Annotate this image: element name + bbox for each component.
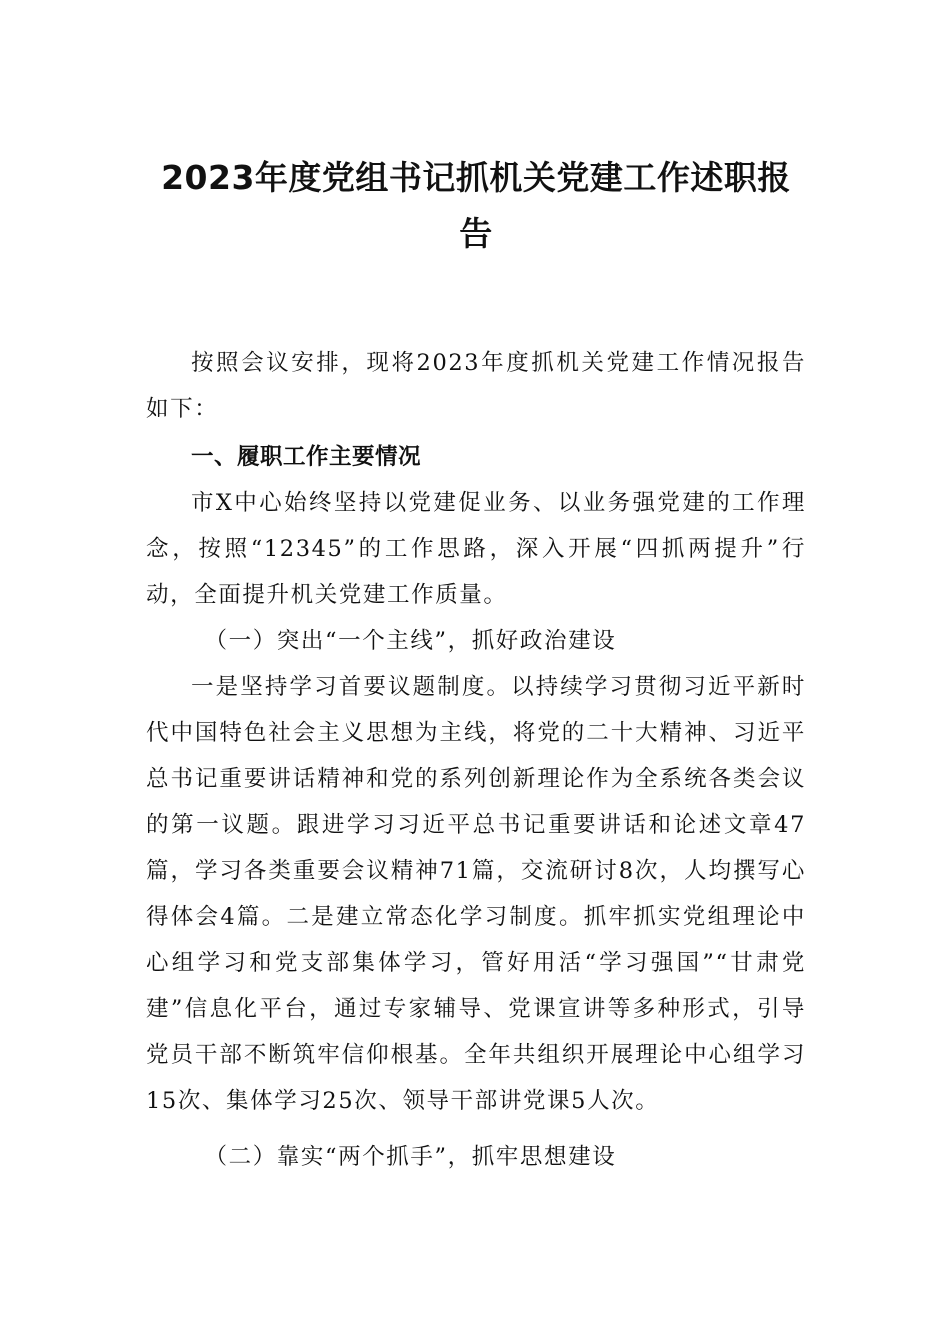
study-paragraph: 一是坚持学习首要议题制度。以持续学习贯彻习近平新时代中国特色社会主义思想为主线，将党的二十大精神、习近平总书记重要讲话精神和党的系列创新理论作为全系统各类会议的第一议题。跟进学习习近平总书记重要讲话和论述文章47篇，学习各类重要会议精神71篇，交流研讨8次，人均撰写心得体会4篇。二是建立常态化学习制度。抓牢抓实党组理论中心组学习和党支部集体学习，管好用活“学习强国”“甘肃党建”信息化平台，通过专家辅导、党课宣讲等多种形式，引导党员干部不断筑牢信仰根基。全年共组织开展理论中心组学习15次、集体学习25次、领导干部讲党课5人次。 xyxy=(146,674,806,1114)
overview-paragraph: 市X中心始终坚持以党建促业务、以业务强党建的工作理念，按照“12345”的工作思路，深入开展“四抓两提升”行动，全面提升机关党建工作质量。 xyxy=(146,490,806,608)
section-heading: 一、履职工作主要情况 xyxy=(191,444,422,470)
document-body xyxy=(146,340,806,1180)
document-title: 2023年度党组书记抓机关党建工作述职报告 xyxy=(161,158,791,253)
intro-paragraph: 按照会议安排，现将2023年度抓机关党建工作情况报告如下： xyxy=(146,350,806,422)
subsection-heading-1: （一）突出“一个主线”，抓好政治建设 xyxy=(204,628,617,654)
subsection-heading-2: （二）靠实“两个抓手”，抓牢思想建设 xyxy=(204,1144,617,1170)
